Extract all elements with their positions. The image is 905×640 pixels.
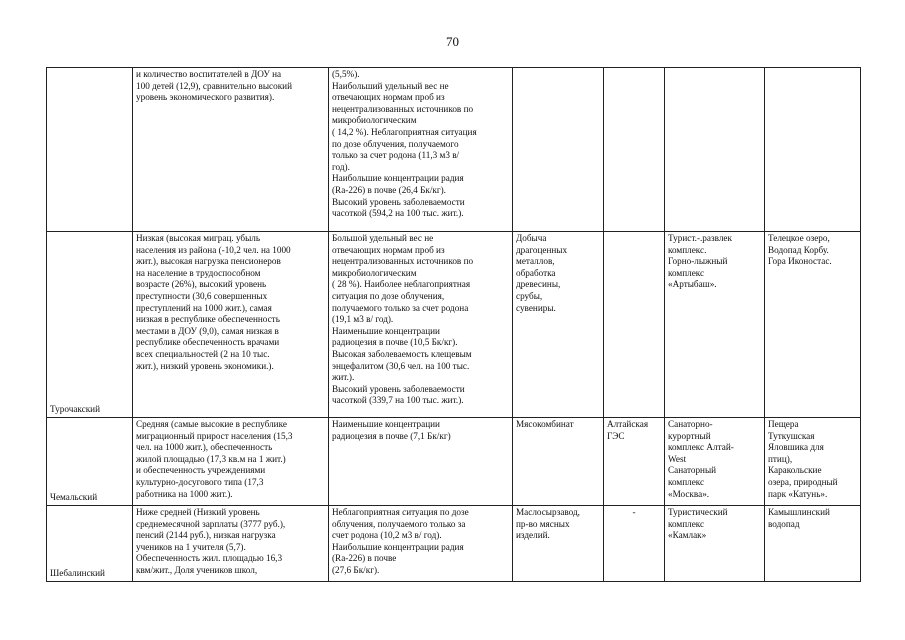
district-cell: Турочакский (47, 232, 133, 418)
table-row (47, 68, 861, 232)
table-row (47, 232, 861, 418)
district-cell (47, 68, 133, 232)
ecology-cell: Неблагоприятная ситуация по дозе облучения, получаемого только за счет родона (10,2 м3 в/ год). Наибольшие концентрации радия (Ra-226) в почве (27,6 Бк/кг). (329, 506, 513, 582)
industry-cell: Мясокомбинат (513, 418, 604, 506)
industry-cell: Добыча драгоценных металлов, обработка древесины, срубы, сувениры. (513, 232, 604, 418)
social-cell: Средняя (самые высокие в республике миграционный прирост населения (15,3 чел. на 1000 жит.), обеспеченность жилой площадью (17,3 кв.м на 1 жит.) и обеспеченность учреждениями культурно-досугового типа (17,3 работника на 1000 жит.). (133, 418, 329, 506)
ecology-cell: Большой удельный вес не отвечающих нормам проб из нецентрализованных источников по микробиологическим ( 28 %). Наиболее неблагоприятная ситуация по дозе облучения, получаемого только за счет родона (19,1 м3 в/ год). Наименьшие концентрации радиоцезия в почве (10,5 Бк/кг). Высокая заболеваемость клещевым энцефалитом (30,6 чел. на 100 тыс. жит.). Высокий уровень заболеваемости часоткой (339,7 на 100 тыс. жит.). (329, 232, 513, 418)
page-number: 70 (446, 34, 459, 49)
tourism-cell (665, 68, 765, 232)
energy-cell (604, 68, 665, 232)
tourism-cell: Турист.-.развлек комплекс. Горно-лыжный комплекс «Артыбаш». (665, 232, 765, 418)
nature-cell: Телецкое озеро, Водопад Корбу. Гора Иконостас. (765, 232, 861, 418)
industry-cell: Маслосырзавод, пр-во мясных изделий. (513, 506, 604, 582)
district-cell: Чемальский (47, 418, 133, 506)
nature-cell: Камышлинский водопад (765, 506, 861, 582)
nature-cell (765, 68, 861, 232)
social-cell: Низкая (высокая миграц. убыль населения из района (-10,2 чел. на 1000 жит.), высокая нагрузка пенсионеров на население в трудоспособном возрасте (26%), высокий уровень преступности (30,6 совершенных преступлений на 1000 жит.), самая низкая в республике обеспеченность местами в ДОУ (9,0), самая низкая в республике обеспеченность врачами всех специальностей (2 на 10 тыс. жит.), низкий уровень экономики.). (133, 232, 329, 418)
table-row (47, 506, 861, 582)
ecology-cell: Наименьшие концентрации радиоцезия в почве (7,1 Бк/кг) (329, 418, 513, 506)
industry-cell (513, 68, 604, 232)
nature-cell: Пещера Туткушская Яловшика для птиц), Каракольские озера, природный парк «Катунь». (765, 418, 861, 506)
social-cell: и количество воспитателей в ДОУ на 100 детей (12,9), сравнительно высокий уровень экономического развития). (133, 68, 329, 232)
energy-cell (604, 232, 665, 418)
district-cell: Шебалинский (47, 506, 133, 582)
social-cell: Ниже средней (Низкий уровень среднемесячной зарплаты (3777 руб.), пенсий (2144 руб.), низкая нагрузка учеников на 1 учителя (5,7). Обеспеченность жил. площадью 16,3 квм/жит., Доля учеников школ, (133, 506, 329, 582)
table-row (47, 418, 861, 506)
energy-cell: Алтайская ГЭС (604, 418, 665, 506)
ecology-cell: (5,5%). Наибольший удельный вес не отвечающих нормам проб из нецентрализованных источников по микробиологическим ( 14,2 %). Неблагоприятная ситуация по дозе облучения, получаемого только за счет родона (11,3 м3 в/ год). Наибольшие концентрации радия (Ra-226) в почве (26,4 Бк/кг). Высокий уровень заболеваемости часоткой (594,2 на 100 тыс. жит.). (329, 68, 513, 232)
tourism-cell: Туристический комплекс «Камлак» (665, 506, 765, 582)
data-table (46, 67, 861, 582)
tourism-cell: Санаторно- курортный комплекс Алтай- West Санаторный комплекс «Москва». (665, 418, 765, 506)
energy-cell: - (604, 506, 665, 582)
